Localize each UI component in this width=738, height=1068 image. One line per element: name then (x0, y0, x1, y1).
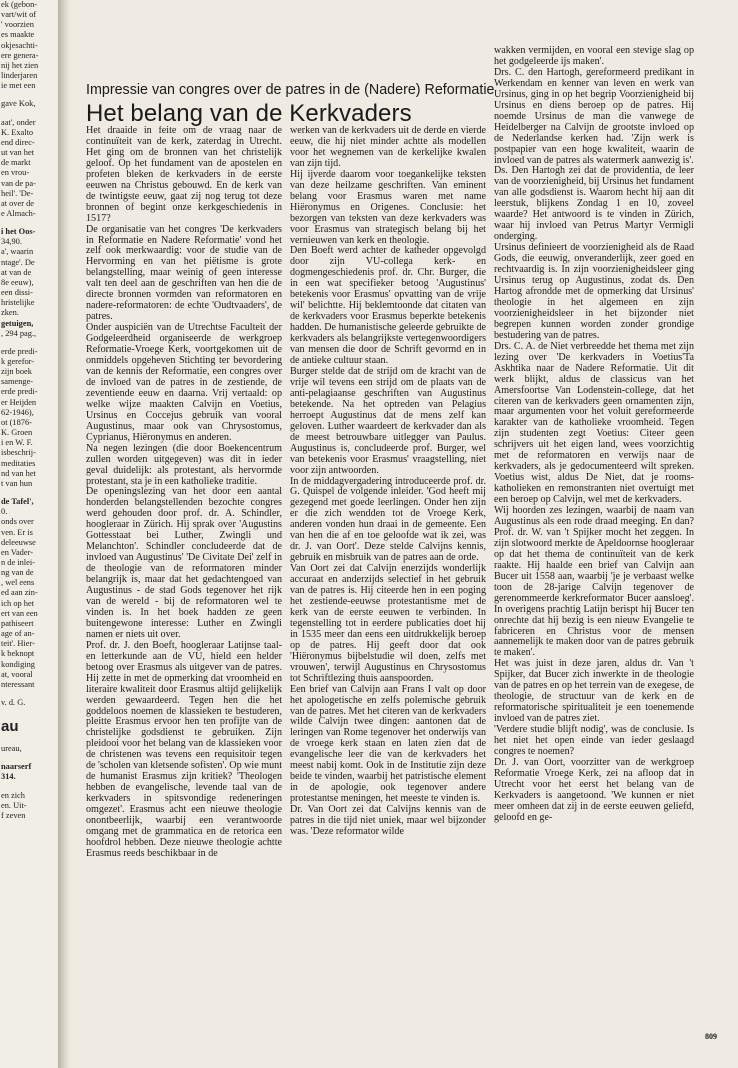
previous-page-fragment: at over de (1, 198, 35, 208)
article-paragraph: De openingslezing van het door een aantal honderden belangstellenden bezochte congres werd gehouden door prof. dr. A. Schindler, hoogleraar in Zürich. Hij sprak over 'Augustins Gottesstaat bei Luther, Zwingli und Melanchton'. Schindler concludeerde dat de invloed van Augustinus' 'De Civitate Dei' zelf in de theologie van de reformatoren minder belangrijk is, maar dat het gedachtengoed van Augustinus - de stad Gods tegenover het rijk van de wereld - bij de reformatoren wel te vinden is. In het boek hadden ze geen buitengewone interesse: Luther en Zwingli namen er niets uit over. (86, 486, 282, 640)
previous-page-strip (0, 0, 58, 1068)
previous-page-fragment: de Tafel', (1, 497, 34, 507)
article-paragraph: Burger stelde dat de strijd om de kracht van de vrije wil tevens een strijd om de plaats van de anti-pelagiaanse geschriften van Augustinus betekende. Na het optreden van Pelagius herroept Augustinus dat de mens zelf kan geloven. Luther waardeert de kerkvader dan als de meest betrouwbare uitlegger van Paulus. Augustinus is, concludeerde prof. Burger, wel van betekenis voor Erasmus' vraagstelling, niet voor zijn antwoorden. (290, 365, 486, 476)
previous-page-fragment: ven. Er is (1, 527, 33, 537)
previous-page-fragment: nteressant (1, 679, 35, 689)
previous-page-fragment: deleeuwse (1, 537, 36, 547)
previous-page-fragment: 0. (1, 507, 8, 517)
article-paragraph: Het was juist in deze jaren, aldus dr. Van 't Spijker, dat Bucer zich inwerkte in de theologie van de patres en op het terrein van de exegese, de theologie, de structuur van de kerk en de reformatorische spiritualiteit je een toenemende invloed van de patres ziet. (494, 658, 694, 725)
previous-page-fragment: getuigen, (1, 318, 34, 328)
previous-page-fragment: ng van de (1, 568, 34, 578)
article-paragraph: De organisatie van het congres 'De kerkvaders in Reformatie en Nadere Reformatie' vond het zelf ook merkwaardig: voor de studie van de Hervorming en van het piëtisme is grote belangstelling, maar weinig of geen interesse valt ten deel aan de geschriften van hen die de directe bronnen vormden van reformatoren en nadere-reformatoren: de echte 'Oudtvaaders', de patres. (86, 223, 282, 323)
previous-page-fragment: i en W. F. (1, 438, 33, 448)
previous-page-fragment: en zich (1, 790, 25, 800)
previous-page-fragment: at van de (1, 267, 32, 277)
previous-page-fragment: ie met een (1, 81, 36, 91)
previous-page-fragment: nd van het (1, 468, 36, 478)
previous-page-fragment: ' voorzien (1, 20, 34, 30)
previous-page-fragment: isbeschrij- (1, 448, 36, 458)
previous-page-fragment: e Almach- (1, 208, 36, 218)
previous-page-fragment: erde predi- (1, 346, 38, 356)
article-headline: Het belang van de Kerkvaders (86, 100, 412, 127)
previous-page-fragment: f zeven (1, 810, 26, 820)
previous-page-fragment: teit'. Hier- (1, 639, 35, 649)
previous-page-fragment: zken. (1, 308, 19, 318)
previous-page-fragment: 314. (1, 772, 16, 782)
article-kicker: Impressie van congres over de patres in de (Nadere) Reformatie (86, 82, 495, 98)
previous-page-fragment: 34,90. (1, 237, 22, 247)
previous-page-fragment: ureau, (1, 744, 22, 754)
article-paragraph: Ursinus definieert de voorzienigheid als de Raad Gods, die eeuwig, onveranderlijk, zeer goed en rechtvaardig is. In zijn voorzienigheidsleer ging Ursinus terug op Augustinus, zodat ds. Den Hartog afrondde met de opmerking dat Ursinus' theologie in het algemeen en zijn voorzienigheidsleer in het bijzonder niet begrepen kunnen worden zonder grondige bestudering van de patres. (494, 242, 694, 341)
article-column-3 (494, 46, 694, 1026)
previous-page-fragment: 8e eeuw), (1, 277, 34, 287)
previous-page-fragment: ed aan zin- (1, 588, 38, 598)
previous-page-fragment: ert van een (1, 608, 38, 618)
previous-page-fragment: samenge- (1, 377, 34, 387)
previous-page-fragment: t van hun (1, 478, 33, 488)
previous-page-fragment: k gerefor- (1, 357, 35, 366)
previous-page-fragment: naarserf (1, 762, 32, 772)
previous-page-fragment: okjesachti- (1, 40, 38, 50)
article-paragraph: Prof. dr. J. den Boeft, hoogleraar Latijnse taal- en letterkunde aan de VU, hield een helder betoog over Erasmus als uitgever van de patres. Hij zette in met de opmerking dat vroomheid en literaire kwaliteit door Erasmus altijd gelijkelijk werden gewaardeerd. Tegen hen die het goddeloos noemen de klassieken te bestuderen, pleitte Erasmus ervoor hen ten profijte van de christelijke godsdienst te gebruiken. Zijn pleidooi voor het belang van de klassieken voor de christenen was tevens een requisitoir tegen de 'scholen van kletsende sofisten'. Op wie munt de humanist Erasmus zijn kritiek? 'Theologen hebben de evangelische, levende taal van de kerkvaders in spitsvondige redeneringen omgezet'. Erasmus acht een nieuwe theologie onontbeerlijk, waarbij een verantwoorde omgang met de grammatica en de retorica een hoofdrol hebben. Deze nieuwe theologie achtte Erasmus reeds beschikbaar in de (86, 639, 282, 859)
previous-page-fragment: ek (gebon- (1, 0, 38, 9)
previous-page-fragment: ntage'. De (1, 257, 35, 267)
article-paragraph: Een brief van Calvijn aan Frans I valt op door het apologetische en zelfs polemische gebruik van de patres. Met het citeren van de kerkvaders wilde Calvijn twee dingen: aantonen dat de leringen van Rome tegenover het onderwijs van de vroege kerk staan en laten zien dat de evangelische leer die van de kerkvaders het meest nabij komt. Ook in de Institutie zijn deze beide te vinden, waarbij het patristische element in de apologie, ook tegenover andere protestantse meningen, het meeste te vinden is. (290, 683, 486, 805)
article-paragraph: Dr. Van Oort zei dat Calvijns kennis van de patres in die tijd niet uniek, maar wel bijzonder was. 'Deze reformator wilde (290, 804, 486, 837)
previous-page-fragment: kondiging (1, 659, 35, 669)
previous-page-fragment: en Vader- (1, 547, 33, 557)
previous-page-fragment: au (1, 718, 19, 736)
previous-page-fragment: onds over (1, 517, 34, 527)
previous-page-fragment: er Heijden (1, 397, 37, 407)
previous-page-fragment: K. Groen (1, 428, 33, 438)
previous-page-fragment: erde predi- (1, 387, 38, 397)
article-paragraph: wakken vermijden, en vooral een stevige slag op het godgeleerde ijs maken'. (494, 46, 694, 67)
article-paragraph: Wij hoorden zes lezingen, waarbij de naam van Augustinus als een rode draad meeging. En dan? Prof. dr. W. van 't Spijker mocht het zeggen. In zijn slotwoord merkte de Apeldoornse hoogleraar op dat het thema de continuïteit van de kerk raakte. Hij haalde een brief van Calvijn aan Bucer uit 1558 aan, waarbij 'je je verbaast welke toon de 28-jarige Calvijn tegenover de gerenommeerde kerkreformator Bucer aansloeg'. In overigens prachtig Latijn berispt hij Bucer ten onrechte dat hij bezig is een nieuw Evangelie te fabriceren en Christus voor de mensen aannemelijk te maken door van de patres gebruik te maken'. (494, 505, 694, 659)
previous-page-fragment: K. Exalto (1, 127, 34, 137)
previous-page-fragment: i het Oos- (1, 227, 36, 237)
article-paragraph: werken van de kerkvaders uit de derde en vierde eeuw, die hij niet minder achtte als modellen voor het wegnemen van de kerkelijke kwalen van zijn tijd. (290, 126, 486, 169)
previous-page-fragment: heil'. 'De- (1, 188, 34, 198)
article-paragraph: Van Oort zei dat Calvijn enerzijds wonderlijk accuraat en anderzijds selectief in het gebruik van de patres is. Hij citeerde hen in een poging het zestiende-eeuwse protestantisme met de kerk van de eerste eeuwen te verbinden. In tegenstelling tot in eerdere publicaties doet hij in 1535 meer dan eens een uitdrukkelijk beroep op de patres. Hij geeft door dat ook 'Hiëronymus bijbelstudie wil doen, zelfs met vrouwen', terwijl Augustinus en Chrysostomus tot Schriftlezing thuis aanspoorden. (290, 563, 486, 684)
previous-page-fragment: , 294 pag., (1, 328, 37, 338)
previous-page-fragment: n de inlei- (1, 557, 35, 567)
article-paragraph: Na negen lezingen (die door Boekencentrum zullen worden uitgegeven) was dit in ieder geval duidelijk: als protestant, als hervormde protestant, sta je in een katholieke traditie. (86, 442, 282, 487)
previous-page-fragment: van de pa- (1, 178, 36, 188)
article-paragraph: In de middagvergadering introduceerde prof. dr. G. Quispel de volgende inleider. 'God heeft mij gezegend met goede leerlingen. Onder hen zijn er die zich wendden tot de Vroege Kerk, anderen vonden hun draai in de gemeente. Een van hen die af en toe geloofde wat ik zei, was dr. J. van Oort'. Deze stelde Calvijns kennis, gebruik en misbruik van de patres aan de orde. (290, 475, 486, 564)
article-paragraph: Drs. C. den Hartogh, gereformeerd predikant in Werkendam en kenner van leven en werk van Ursinus, ging in op het begrip Voorzienigheid bij Ursinus en diens beroep op de patres. Hij noemde Ursinus de man die vanwege de Heidelberger na Calvijn de grootste invloed op de Nederlandse kerken had. 'Zijn werk is postpapier van een hoge kwaliteit, waarin de invloed van de patres als watermerk aanwezig is'. (494, 66, 694, 166)
article-paragraph: Onder auspiciën van de Utrechtse Faculteit der Godgeleerdheid organiseerde de werkgroep Reformatie-Vroege Kerk, voortgekomen uit de onmiddels opgeheven Stichting ter bevordering van de kennis der Reformatie, een congres over de invloed van de patres in de zestiende, de zeventiende eeuw en daarna. Vrij vertaald: op welke wijze maakten Calvijn en Voetius, Ursinus en Coccejus gebruik van vooral Augustinus, maar ook van Chrysostomus, Cyprianus, Hiëronymus en anderen. (86, 322, 282, 443)
previous-page-fragment: ere genera- (1, 50, 39, 60)
previous-page-fragment: ich op het (1, 598, 35, 608)
previous-page-fragment: en vrou- (1, 168, 30, 178)
previous-page-fragment: k beknopt (1, 649, 35, 659)
previous-page-fragment: zijn boek (1, 367, 32, 377)
previous-page-fragment: vart/wit of (1, 10, 37, 20)
previous-page-fragment: 62-1946), (1, 407, 34, 417)
previous-page-fragment: de markt (1, 158, 31, 168)
previous-page-fragment: es maakte (1, 30, 35, 40)
article-paragraph: Het draaide in feite om de vraag naar de continuïteit van de kerk, zaterdag in Utrecht. Het ging om de bronnen van het christelijk geloof. Op het fundament van de apostelen en profeten bleken de kerkvaders in de eerste eeuwen na Christus gebouwd. En de kerk van de twintigste eeuw, gaat zij nog terug tot deze bronnen of begint onze kerkgeschiedenis in 1517? (86, 126, 282, 224)
article-paragraph: Ds. Den Hartogh zei dat de providentia, de leer van de voorzienigheid, bij Ursinus het fundament van alle godsdienst is. Waarom hecht hij aan dit leerstuk, blijkens Zondag 1 en 10, zoveel waarde? Het antwoord is te vinden in Zürich, waar hij invloed van Petrus Martyr Vermigli onderging. (494, 165, 694, 243)
previous-page-fragment: ot (1876- (1, 417, 32, 427)
article-paragraph: Den Boeft werd achter de katheder opgevolgd door zijn VU-collega kerk- en dogmengeschiedenis prof. dr. Chr. Burger, die in een wat specifieker betoog 'Augustinus' betekenis voor Erasmus' opvatting van de vrije wil' belichtte. Hij beklemtoonde dat citaten van de kerkvaders voor Erasmus beperkte betekenis hadden. De humanistische geleerde gebruikte de kerkvaders als belangrijkste vertegenwoordigers van mensen die door de Schrift gevormd en in de antieke cultuur staan. (290, 245, 486, 367)
article-paragraph: Drs. C. A. de Niet verbreedde het thema met zijn lezing over 'De kerkvaders in Voetius'Ta Askhtika naar de Nadere Reformatie. Uit dit werk blijkt, aldus de classicus van het Amersfoortse Van Lodenstein-college, dat het citeren van de kerkvaders geen ornamenten zijn, maar argumenten voor het voluit gereformeerde karakter van de katholieke vroomheid. Tegen zijn studenten zegt Voetius: Citeer geen schrijvers uit het eigen land, wees voorzichtig met de reformatoren en verwijs naar de kerkvaders, als je gedocumenteerd wilt spreken. Voetius wist, aldus De Niet, dat je rooms-katholieken en remonstranten niet overtuigt met een beroep op Calvijn, wel met de kerkvaders. (494, 340, 694, 506)
previous-page-fragment: , wel eens (1, 578, 35, 588)
article-paragraph: Dr. J. van Oort, voorzitter van de werkgroep Reformatie Vroege Kerk, zei na afloop dat in Utrecht voor het eerst het belang van de Kerkvaders is aangetoond. 'We kunnen er niet meer omheen dat zij in de eerste eeuwen geliefd, geloofd en ge- (494, 756, 694, 823)
previous-page-fragment: v. d. G. (1, 698, 26, 707)
article-paragraph: 'Verdere studie blijft nodig', was de conclusie. Is het niet het open einde van ieder geslaagd congres te noemen? (494, 724, 694, 757)
previous-page-fragment: a', waarin (1, 247, 34, 257)
article-column-2 (290, 126, 486, 1026)
previous-page-fragment: linderjaren (1, 71, 38, 81)
previous-page-fragment: en. Uit- (1, 800, 27, 810)
previous-page-fragment: age of an- (1, 629, 35, 639)
previous-page-fragment: aat', onder (1, 117, 36, 127)
article-column-1 (86, 126, 282, 1026)
previous-page-fragment: gave Kok, (1, 99, 36, 109)
previous-page-fragment: hristelijke (1, 298, 35, 308)
page-gutter-shadow (58, 0, 70, 1068)
previous-page-fragment: end direc- (1, 137, 35, 147)
previous-page-fragment: meditaties (1, 458, 36, 468)
previous-page-fragment: pathiseert (1, 618, 34, 628)
previous-page-fragment: at, vooral (1, 669, 33, 679)
previous-page-fragment: nij het zien (1, 60, 39, 70)
previous-page-fragment: ut van het (1, 148, 35, 158)
article-paragraph: Hij ijverde daarom voor toegankelijke teksten van deze heilzame geschriften. Van eminent belang voor Erasmus waren met name Hiëronymus en Origenes. Conclusie: het bezorgen van teksten van deze kerkvaders was voor Erasmus van strategisch belang bij het vernieuwen van kerk en theologie. (290, 168, 486, 246)
previous-page-fragment: een dissi- (1, 288, 33, 298)
page-number: 809 (705, 1032, 717, 1041)
